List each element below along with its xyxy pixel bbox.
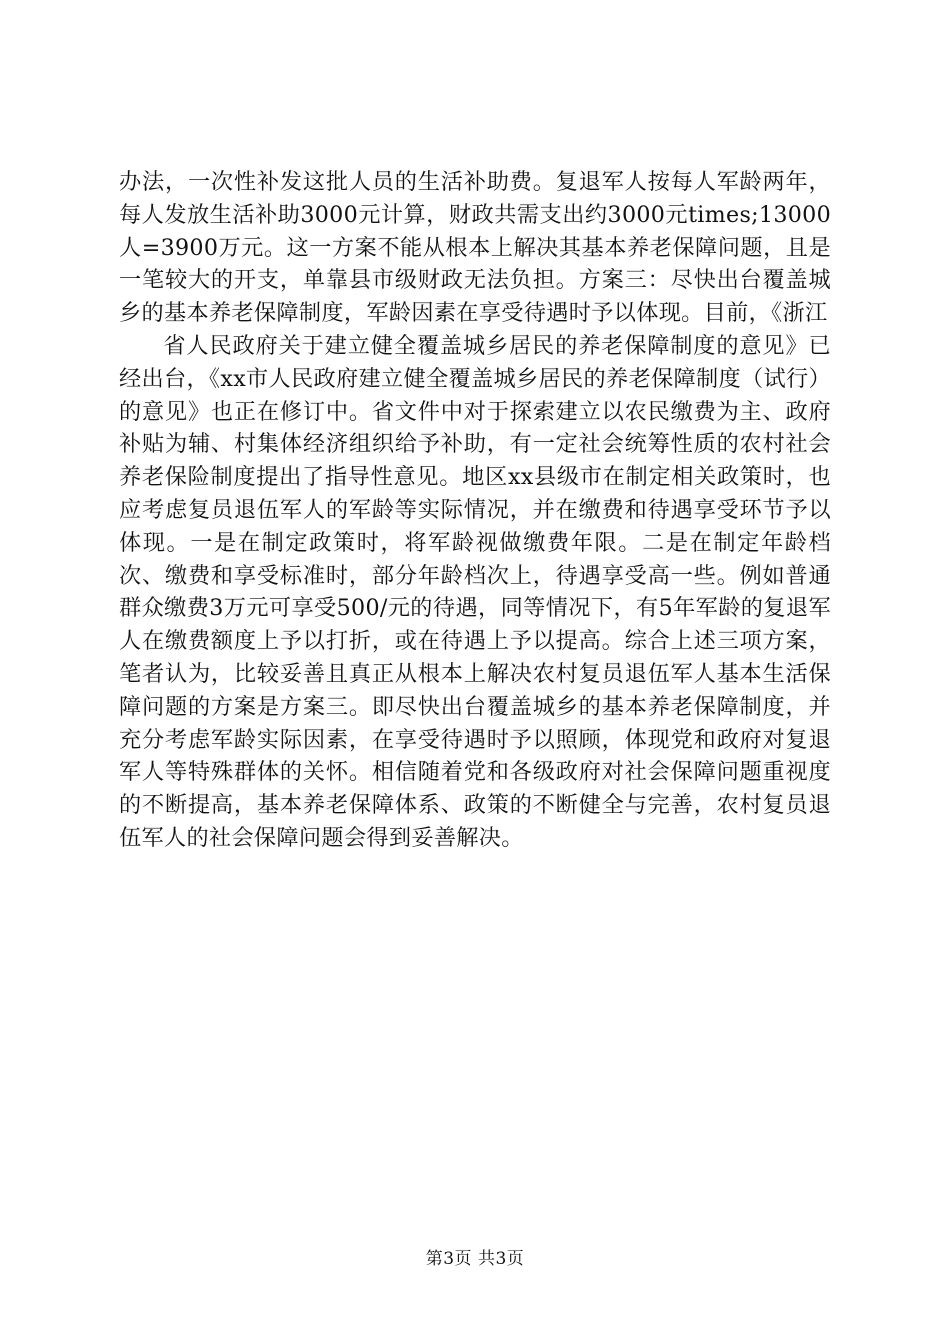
paragraph-2: 省人民政府关于建立健全覆盖城乡居民的养老保障制度的意见》已经出台，《xx市人民政府建立健全覆盖城乡居民的养老保障制度（试行）的意见》也正在修订中。省文件中对于探索建立以农民缴费为主、政府补贴为辅、村集体经济组织给予补助，有一定社会统筹性质的农村社会养老保险制度提出了指导性意见。地区xx县级市在制定相关政策时，也应考虑复员退伍军人的军龄等实际情况，并在缴费和待遇享受环节予以体现。一是在制定政策时，将军龄视做缴费年限。二是在制定年龄档次、缴费和享受标准时，部分年龄档次上，待遇享受高一些。例如普通群众缴费3万元可享受500/元的待遇，同等情况下，有5年军龄的复退军人在缴费额度上予以打折，或在待遇上予以提高。综合上述三项方案，笔者认为，比较妥善且真正从根本上解决农村复员退伍军人基本生活保障问题的方案是方案三。即尽快出台覆盖城乡的基本养老保障制度，并充分考虑军龄实际因素，在享受待遇时予以照顾，体现党和政府对复退军人等特殊群体的关怀。相信随着党和各级政府对社会保障问题重视度的不断提高，基本养老保障体系、政策的不断健全与完善，农村复员退伍军人的社会保障问题会得到妥善解决。 <box>119 332 831 851</box>
document-body <box>119 166 831 855</box>
page-footer: 第3页 共3页 <box>425 1249 525 1269</box>
paragraph-1: 办法，一次性补发这批人员的生活补助费。复退军人按每人军龄两年，每人发放生活补助3000元计算，财政共需支出约3000元times;13000人=3900万元。这一方案不能从根本上解决其基本养老保障问题，且是一笔较大的开支，单靠县市级财政无法负担。方案三：尽快出台覆盖城乡的基本养老保障制度，军龄因素在享受待遇时予以体现。目前，《浙江 <box>119 169 831 327</box>
